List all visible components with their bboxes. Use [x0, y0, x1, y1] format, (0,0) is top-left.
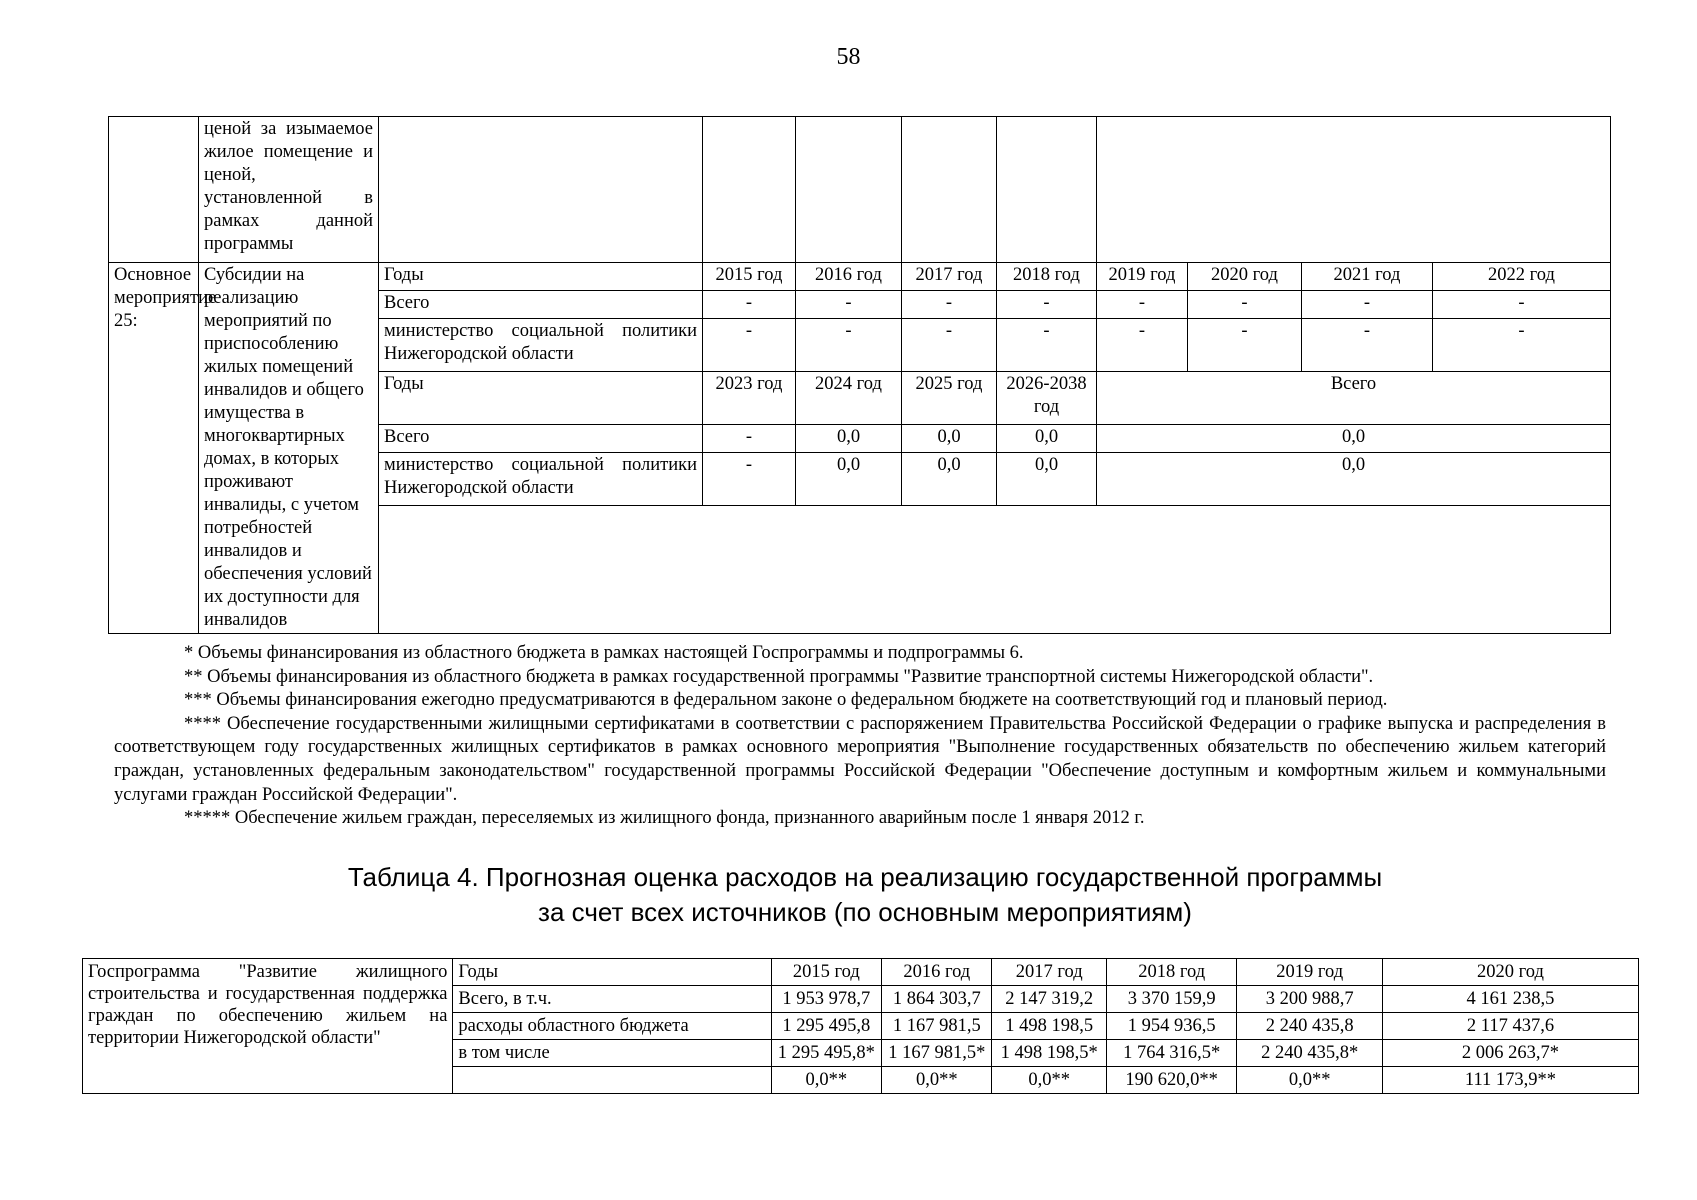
table-row: расходы областного бюджета 1 295 495,8 1 167 981,5 1 498 198,5 1 954 936,5 2 240 435,8 2 117 437,6	[83, 1013, 1639, 1040]
footnote: **** Обеспечение государственными жилищными сертификатами в соответствии с распоряжением Правительства Российской Федерации о графике выпуска и распределения в соответствующем году государственных жилищных сертификатов в рамках основного мероприятия "Выполнение государственных обязательств по обеспечению жильем категорий граждан, установленных федеральным законодательством" государственной программы Российской Федерации "Обеспечение доступным и комфортным жильем и коммунальными услугами граждан Российской Федерации".	[114, 713, 1606, 805]
table-row: Всего - - - - - - - -	[109, 291, 1611, 319]
table-row: 0,0** 0,0** 0,0** 190 620,0** 0,0** 111 173,9**	[83, 1067, 1639, 1094]
funding-table-continued	[108, 116, 1611, 634]
table-row: Основное мероприятие 25: Субсидии на реализацию мероприятий по приспособлению жилых помещений инвалидов и общего имущества в многоквартирных домах, в которых проживают инвалиды, с учетом потребностей инвалидов и обеспечения условий их доступности для инвалидов Годы 2015 год 2016 год 2017 год 2018 год 2019 год 2020 год 2021 год 2022 год	[109, 263, 1611, 291]
table-row: Всего - 0,0 0,0 0,0 0,0	[109, 424, 1611, 452]
footnote: *** Объемы финансирования ежегодно предусматриваются в федеральном законе о федеральном бюджете на соответствующий год и плановый период.	[184, 690, 1388, 711]
footnote: ***** Обеспечение жильем граждан, переселяемых из жилищного фонда, признанного аварийным после 1 января 2012 г.	[184, 808, 1145, 829]
footnotes	[114, 642, 1606, 831]
table-row: министерство социальной политики Нижегородской области - - - - - - - -	[109, 319, 1611, 372]
measure-label: Основное мероприятие 25:	[109, 263, 199, 634]
table-row	[109, 117, 1611, 263]
measure-description: Субсидии на реализацию мероприятий по приспособлению жилых помещений инвалидов и общего имущества в многоквартирных домах, в которых проживают инвалиды, с учетом потребностей инвалидов и обеспечения условий их доступности для инвалидов	[199, 263, 379, 634]
table-row: министерство социальной политики Нижегородской области - 0,0 0,0 0,0 0,0	[109, 453, 1611, 506]
footnote: * Объемы финансирования из областного бюджета в рамках настоящей Госпрограммы и подпрограммы 6.	[184, 643, 1024, 663]
table-row: Всего, в т.ч. 1 953 978,7 1 864 303,7 2 147 319,2 3 370 159,9 3 200 988,7 4 161 238,5	[83, 986, 1639, 1013]
measure-description-continued: ценой за изымаемое жилое помещение и ценой, установленной в рамках данной программы	[199, 117, 379, 263]
table-row: в том числе 1 295 495,8* 1 167 981,5* 1 498 198,5* 1 764 316,5* 2 240 435,8* 2 006 263,7*	[83, 1040, 1639, 1067]
table4-title: Таблица 4. Прогнозная оценка расходов на реализацию государственной программы за счет всех источников (по основным мероприятиям)	[347, 862, 1383, 927]
footnote: ** Объемы финансирования из областного бюджета в рамках государственной программы "Развитие транспортной системы Нижегородской области".	[184, 666, 1374, 687]
table-row: Госпрограмма "Развитие жилищного строительства и государственная поддержка граждан по обеспечению жильем на территории Нижегородской области" Годы 2015 год 2016 год 2017 год 2018 год 2019 год 2020 год	[83, 959, 1639, 986]
table-row: Годы 2023 год 2024 год 2025 год 2026-2038 год Всего	[109, 372, 1611, 425]
program-name: Госпрограмма "Развитие жилищного строительства и государственная поддержка граждан по обеспечению жильем на территории Нижегородской области"	[83, 959, 453, 1094]
page-number: 58	[836, 44, 861, 70]
table4-forecast	[82, 958, 1639, 1094]
